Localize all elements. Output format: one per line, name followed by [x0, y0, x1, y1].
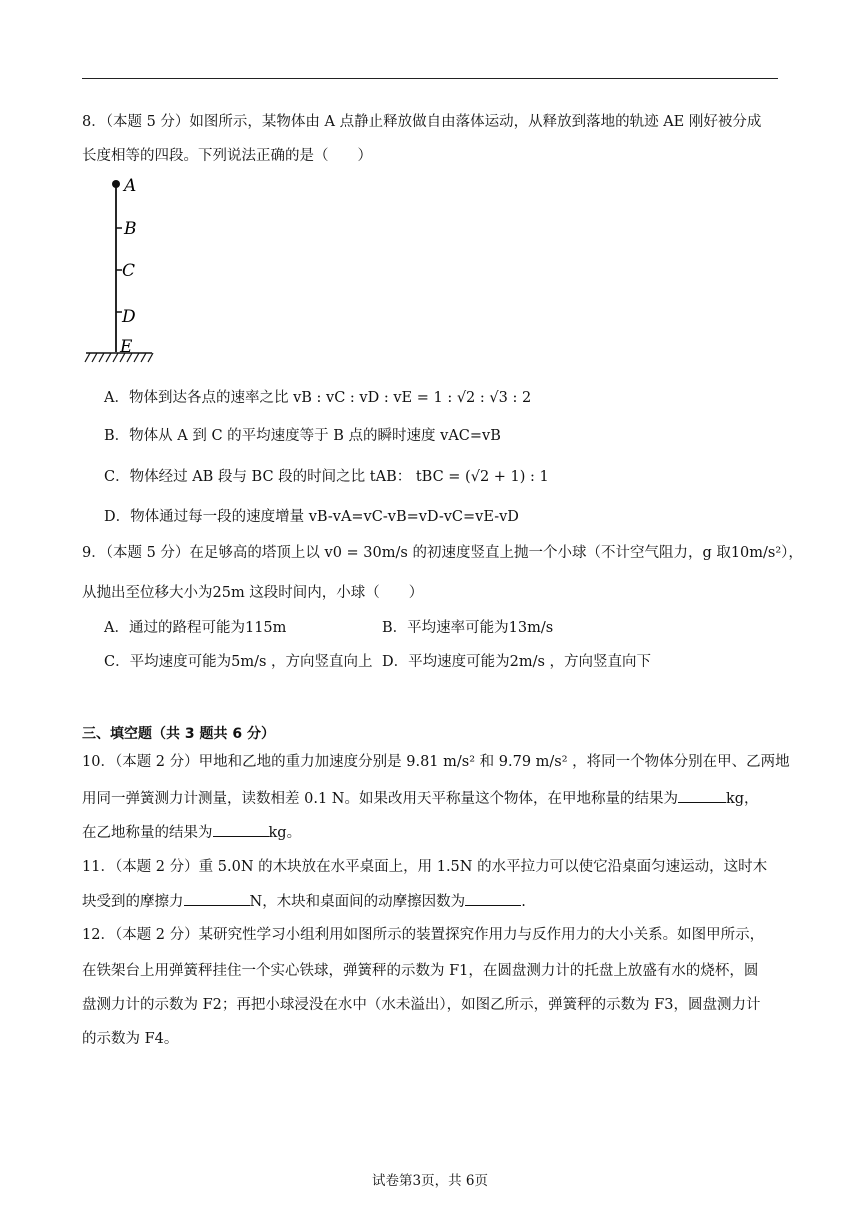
ground-hatching — [85, 353, 153, 362]
q11-line2 — [82, 891, 526, 912]
q10-line2-unit: kg， — [725, 791, 759, 807]
q9-option-c: C．平均速度可能为5m/s ，方向竖直向上 — [104, 654, 373, 670]
q9-option-d: D．平均速度可能为2m/s ，方向竖直向下 — [382, 654, 652, 670]
page-footer: 试卷第3页，共 6页 — [372, 1173, 488, 1189]
q10-line2 — [82, 788, 759, 809]
q8-stem-line2: 长度相等的四段。下列说法正确的是（ ） — [82, 148, 372, 164]
q11-line2-text: 块受到的摩擦力 — [82, 894, 184, 910]
q12-line3: 盘测力计的示数为 F2；再把小球浸没在水中（水未溢出），如图乙所示，弹簧秤的示数为 F3，圆盘测力计 — [82, 997, 761, 1013]
label-C: C — [122, 261, 136, 281]
q8-option-a: A．物体到达各点的速率之比 vB : vC : vD : vE = 1 : √2 : √3 : 2 — [104, 390, 532, 406]
q10-blank-1 — [678, 788, 726, 803]
q12-line2: 在铁架台上用弹簧秤挂住一个实心铁球，弹簧秤的示数为 F1，在圆盘测力计的托盘上放盛有水的烧杯，圆 — [82, 963, 759, 979]
q8-option-b: B．物体从 A 到 C 的平均速度等于 B 点的瞬时速度 vAC=vB — [104, 428, 501, 444]
q10-line3-unit: kg。 — [268, 825, 302, 841]
q12-line1: 12．（本题 2 分）某研究性学习小组利用如图所示的装置探究作用力与反作用力的大小关系。如图甲所示， — [82, 927, 765, 943]
q8-option-c: C．物体经过 AB 段与 BC 段的时间之比 tAB： tBC = (√2 + 1) : 1 — [104, 469, 549, 485]
q9-stem-line2: 从抛出至位移大小为25m 这段时间内，小球（ ） — [82, 585, 424, 601]
q9-option-b: B．平均速率可能为13m/s — [382, 620, 554, 636]
label-D: D — [122, 307, 136, 327]
q10-line1: 10．（本题 2 分）甲地和乙地的重力加速度分别是 9.81 m/s² 和 9.79 m/s² ，将同一个物体分别在甲、乙两地 — [82, 754, 790, 770]
q10-line3-text: 在乙地称量的结果为 — [82, 825, 213, 841]
q9-option-a: A．通过的路程可能为115m — [104, 620, 287, 636]
q8-stem-line1: 8．（本题 5 分）如图所示，某物体由 A 点静止释放做自由落体运动，从释放到落地的轨迹 AE 刚好被分成 — [82, 114, 762, 130]
q10-line2-text: 用同一弹簧测力计测量，读数相差 0.1 N。如果改用天平称量这个物体，在甲地称量的结果为 — [82, 791, 678, 807]
q9-stem-line1: 9．（本题 5 分）在足够高的塔顶上以 v0 = 30m/s 的初速度竖直上抛一个小球（不计空气阻力，g 取10m/s²）， — [82, 545, 803, 561]
q12-line4: 的示数为 F4。 — [82, 1031, 179, 1047]
q8-option-d: D．物体通过每一段的速度增量 vB-vA=vC-vB=vD-vC=vE-vD — [104, 509, 519, 525]
q11-line2-mid: N，木块和桌面间的动摩擦因数为 — [249, 894, 466, 910]
q10-blank-2 — [213, 822, 269, 837]
label-B: B — [124, 219, 137, 239]
header-rule — [82, 78, 778, 79]
section-heading-fill-blank: 三、填空题（共 3 题共 6 分） — [82, 726, 275, 742]
q10-line3 — [82, 822, 301, 843]
q11-line1: 11．（本题 2 分）重 5.0N 的木块放在水平桌面上，用 1.5N 的水平拉力可以使它沿桌面匀速运动，这时木 — [82, 859, 768, 875]
q11-blank-1 — [184, 891, 250, 906]
label-E: E — [120, 337, 133, 357]
q11-line2-end: . — [521, 894, 526, 910]
free-fall-figure — [84, 172, 160, 368]
q11-blank-2 — [465, 891, 521, 906]
label-A: A — [124, 176, 137, 196]
